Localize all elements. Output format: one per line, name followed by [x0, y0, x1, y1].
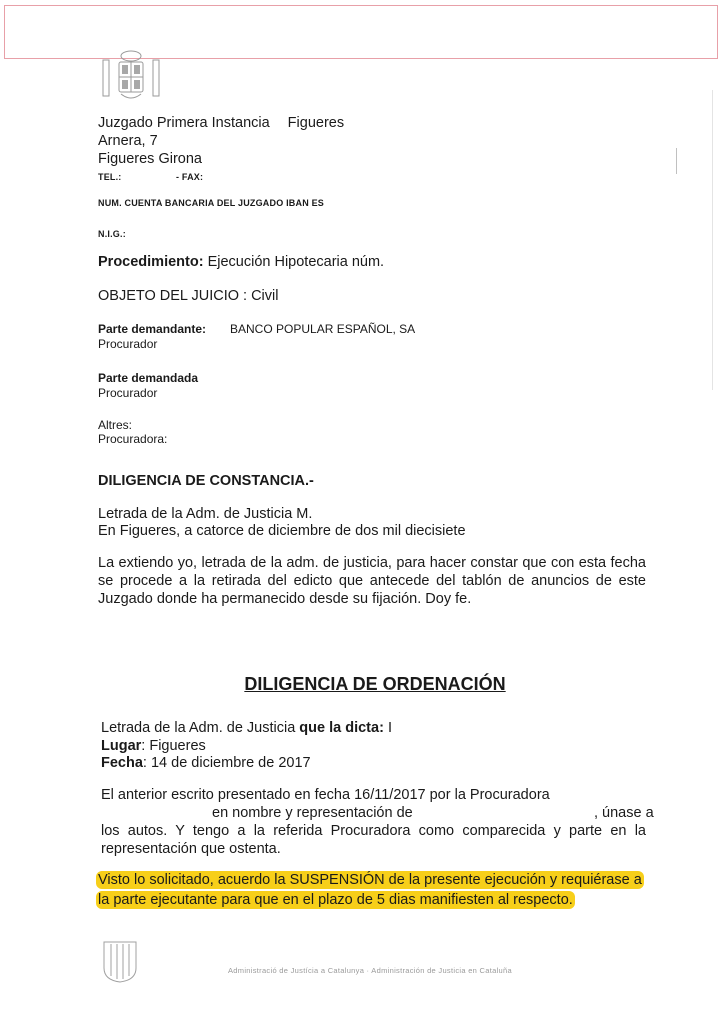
fecha-value: : 14 de diciembre de 2017 — [142, 755, 311, 771]
objeto-juicio: OBJETO DEL JUICIO : Civil — [98, 288, 279, 304]
court-city-province: Figueres Girona — [98, 151, 202, 167]
procedure-label: Procedimiento: — [98, 254, 204, 270]
ordenacion-fecha — [101, 754, 311, 772]
procedure-line — [98, 253, 384, 271]
ordenacion-p1-line2a: en nombre y representación de — [212, 805, 413, 821]
ordenacion-p1-line2b: , únase a — [594, 805, 654, 821]
highlighted-text: Visto lo solicitado, acuerdo la SUSPENSIÓN de la presente ejecución y requiérase a la parte ejecutante para que en el plazo de 5 dias manifiesten al respecto. — [98, 872, 642, 908]
lugar-value: : Figueres — [141, 738, 206, 754]
defendant-procurador: Procurador — [98, 386, 158, 400]
bank-account-label: NUM. CUENTA BANCARIA DEL JUZGADO IBAN ES — [98, 198, 325, 208]
coat-of-arms-logo — [100, 48, 162, 106]
ordenacion-title-text: DILIGENCIA DE ORDENACIÓN — [244, 674, 506, 694]
ordenacion-letrada — [101, 719, 392, 737]
nig-label: N.I.G.: — [98, 229, 126, 239]
plaintiff-procurador: Procurador — [98, 337, 158, 351]
footer-text: Administració de Justícia a Catalunya · Administración de Justicia en Cataluña — [228, 966, 512, 975]
letrada-prefix: Letrada de la Adm. de Justicia — [101, 720, 296, 736]
fecha-label: Fecha — [101, 755, 143, 771]
ordenacion-p1-line1: El anterior escrito presentado en fecha 16/11/2017 por la Procuradora — [101, 787, 550, 803]
plaintiff-label: Parte demandante: — [98, 322, 207, 336]
court-address: Arnera, 7 — [98, 133, 158, 149]
catalonia-emblem — [100, 938, 140, 984]
others-label: Altres: — [98, 418, 133, 432]
constancia-letrada: Letrada de la Adm. de Justicia M. — [98, 506, 313, 522]
court-city: Figueres — [287, 115, 345, 131]
tel-label: TEL.: — [98, 172, 122, 182]
constancia-date: En Figueres, a catorce de diciembre de dos mil diecisiete — [98, 523, 466, 539]
ordenacion-title — [0, 674, 724, 695]
ordenacion-lugar — [101, 737, 206, 755]
others-procuradora: Procuradora: — [98, 432, 168, 446]
letrada-bold: que la dicta: — [299, 720, 384, 736]
constancia-title: DILIGENCIA DE CONSTANCIA.- — [98, 473, 314, 489]
defendant-label: Parte demandada — [98, 371, 199, 385]
highlighted-paragraph — [96, 870, 652, 910]
scan-mark — [676, 148, 677, 174]
court-name: Juzgado Primera Instancia — [98, 115, 270, 131]
procedure-value: Ejecución Hipotecaria núm. — [207, 254, 385, 270]
plaintiff-value: BANCO POPULAR ESPAÑOL, SA — [230, 322, 416, 336]
ordenacion-p1-rest: los autos. Y tengo a la referida Procuradora como comparecida y parte en la representación que ostenta. — [101, 823, 646, 857]
constancia-body: La extiendo yo, letrada de la adm. de justicia, para hacer constar que con esta fecha se procede a la retirada del edicto que antecede del tablón de anuncios de este Juzgado donde ha permanecido desde su fijación. Doy fe. — [98, 555, 646, 607]
court-name-line — [98, 114, 344, 132]
fax-label: - FAX: — [176, 172, 204, 182]
letrada-suffix: I — [387, 720, 392, 736]
scan-edge-line — [712, 90, 713, 390]
lugar-label: Lugar — [101, 738, 142, 754]
